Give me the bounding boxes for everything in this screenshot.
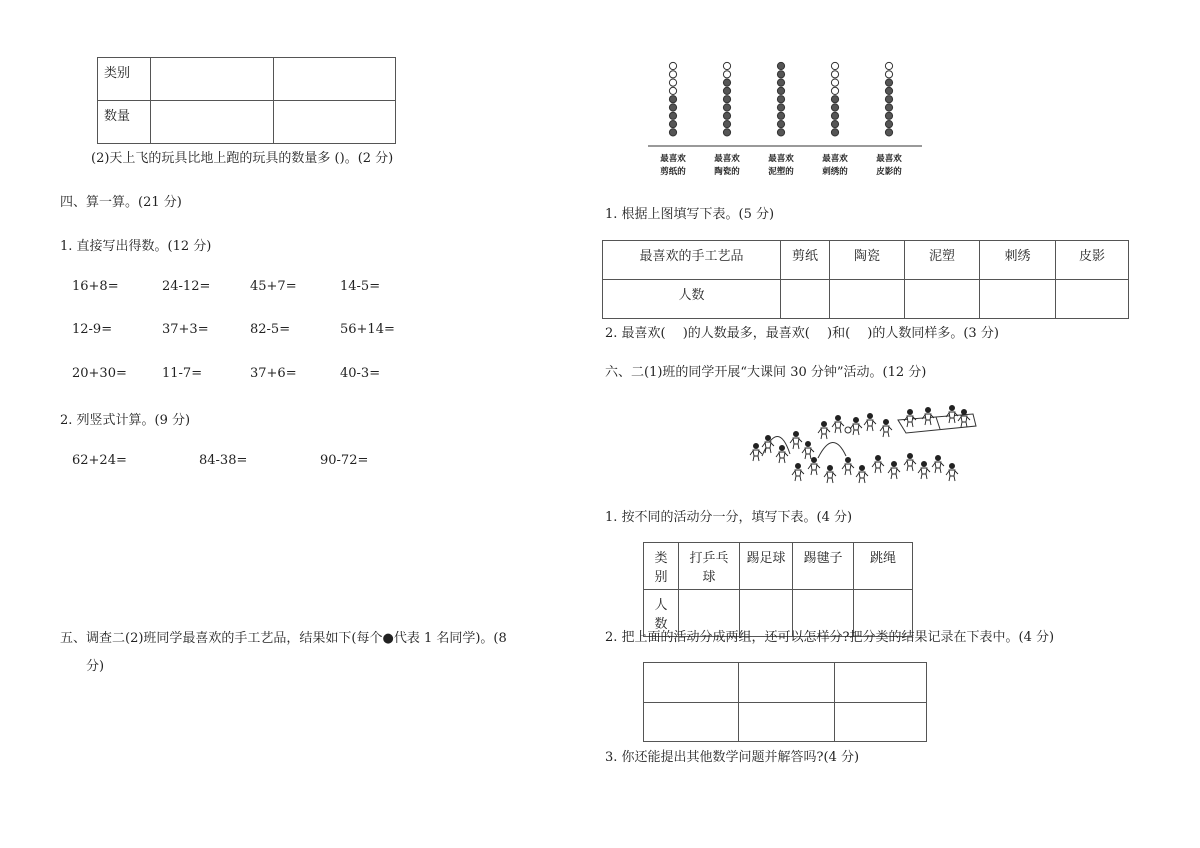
student-dot-filled (777, 71, 784, 78)
pictograph-label-line2: 剪纸的 (660, 167, 686, 177)
child-figure (808, 457, 820, 475)
quantity-label: 数量 (98, 101, 151, 144)
student-dot-filled (885, 96, 892, 103)
child-figure (904, 453, 916, 471)
student-dot-filled (777, 96, 784, 103)
child-figure (792, 463, 804, 481)
pictograph-label-line1: 最喜欢 (714, 154, 740, 164)
pictograph-label-line2: 泥塑的 (768, 167, 794, 177)
section-6-title: 六、二(1)班的同学开展“大课间 30 分钟”活动。(12 分) (605, 365, 927, 380)
student-dot-empty (669, 87, 676, 94)
student-dot-filled (885, 79, 892, 86)
student-dot-filled (669, 104, 676, 111)
student-dot-empty (723, 71, 730, 78)
child-figure (776, 445, 788, 463)
child-figure (888, 461, 900, 479)
child-figure (864, 413, 876, 431)
craft-count-cell[interactable] (781, 280, 830, 319)
vertical-item: 84-38= (199, 453, 248, 468)
section-4-title: 四、算一算。(21 分) (60, 195, 182, 210)
student-dot-filled (831, 121, 838, 128)
craft-count-table (602, 240, 1129, 319)
vertical-item: 90-72= (320, 453, 369, 468)
craft-header: 陶瓷 (830, 241, 905, 280)
student-dot-filled (777, 79, 784, 86)
student-dot-filled (885, 121, 892, 128)
craft-pictograph (640, 58, 930, 183)
child-figure (856, 465, 868, 483)
student-dot-filled (885, 104, 892, 111)
student-dot-empty (669, 79, 676, 86)
child-figure (750, 443, 762, 461)
student-dot-empty (669, 62, 676, 69)
activity-illustration (738, 398, 978, 488)
child-figure (946, 463, 958, 481)
question-6-3: 3. 你还能提出其他数学问题并解答吗?(4 分) (605, 750, 860, 765)
child-figure (824, 465, 836, 483)
category-label: 类别 (98, 58, 151, 101)
student-dot-filled (723, 104, 730, 111)
student-dot-filled (723, 121, 730, 128)
pictograph-label-line1: 最喜欢 (876, 154, 902, 164)
student-dot-filled (777, 129, 784, 136)
student-dot-filled (885, 129, 892, 136)
student-dot-empty (831, 62, 838, 69)
craft-header: 最喜欢的手工艺品 (603, 241, 781, 280)
student-dot-filled (669, 96, 676, 103)
student-dot-filled (723, 96, 730, 103)
child-figure (832, 415, 844, 433)
category-cell-1[interactable] (151, 58, 274, 101)
student-dot-filled (777, 87, 784, 94)
mental-item: 14-5= (340, 279, 381, 294)
mental-item: 37+3= (162, 322, 209, 337)
pictograph-label-line1: 最喜欢 (768, 154, 794, 164)
quantity-cell-2[interactable] (274, 101, 396, 144)
grouping-cell[interactable] (739, 703, 835, 742)
grouping-cell[interactable] (835, 703, 927, 742)
grouping-cell[interactable] (644, 703, 739, 742)
activity-header: 类别 (644, 543, 679, 590)
pictograph-label-line2: 刺绣的 (822, 167, 848, 177)
category-quantity-table (97, 57, 396, 144)
student-dot-empty (723, 62, 730, 69)
student-dot-filled (831, 104, 838, 111)
student-dot-empty (885, 62, 892, 69)
section-5-title-cont: 分) (86, 659, 105, 674)
mental-item: 37+6= (250, 366, 297, 381)
quantity-cell-1[interactable] (151, 101, 274, 144)
student-dot-filled (831, 96, 838, 103)
craft-header: 刺绣 (980, 241, 1056, 280)
craft-header: 剪纸 (781, 241, 830, 280)
craft-count-cell[interactable] (905, 280, 980, 319)
category-cell-2[interactable] (274, 58, 396, 101)
student-dot-filled (831, 129, 838, 136)
question-5-2: 2. 最喜欢( )的人数最多，最喜欢( )和( )的人数同样多。(3 分) (605, 326, 999, 341)
student-dot-empty (831, 79, 838, 86)
question-6-1: 1. 按不同的活动分一分，填写下表。(4 分) (605, 510, 853, 525)
activity-row-label: 人数 (644, 590, 679, 637)
grouping-cell[interactable] (835, 663, 927, 703)
craft-count-cell[interactable] (830, 280, 905, 319)
student-dot-empty (885, 71, 892, 78)
question-4-1: 1. 直接写出得数。(12 分) (60, 239, 212, 254)
mental-item: 20+30= (72, 366, 127, 381)
pictograph-label-line1: 最喜欢 (660, 154, 686, 164)
child-figure (932, 455, 944, 473)
student-dot-filled (777, 121, 784, 128)
craft-count-cell[interactable] (980, 280, 1056, 319)
student-dot-filled (885, 87, 892, 94)
pictograph-label-line2: 陶瓷的 (714, 167, 740, 177)
question-4-2: 2. 列竖式计算。(9 分) (60, 413, 191, 428)
question-flying-vs-running: (2)天上飞的玩具比地上跑的玩具的数量多 ()。(2 分) (91, 151, 394, 166)
child-figure (880, 419, 892, 437)
student-dot-empty (831, 71, 838, 78)
student-dot-filled (723, 112, 730, 119)
mental-item: 11-7= (162, 366, 203, 381)
child-figure (802, 441, 814, 459)
craft-row-label: 人数 (603, 280, 781, 319)
activity-header: 跳绳 (854, 543, 913, 590)
child-figure (850, 417, 862, 435)
mental-item: 24-12= (162, 279, 211, 294)
child-figure (762, 435, 774, 453)
question-6-2: 2. 把上面的活动分成两组，还可以怎样分?把分类的结果记录在下表中。(4 分) (605, 630, 1055, 645)
student-dot-filled (885, 112, 892, 119)
mental-item: 56+14= (340, 322, 395, 337)
student-dot-filled (669, 129, 676, 136)
student-dot-filled (669, 112, 676, 119)
activity-count-table (643, 542, 913, 637)
mental-item: 45+7= (250, 279, 297, 294)
craft-count-cell[interactable] (1056, 280, 1129, 319)
question-5-1: 1. 根据上图填写下表。(5 分) (605, 207, 775, 222)
student-dot-empty (831, 87, 838, 94)
activity-header: 打乒乓球 (679, 543, 740, 590)
vertical-item: 62+24= (72, 453, 127, 468)
student-dot-filled (831, 112, 838, 119)
grouping-table (643, 662, 927, 742)
craft-header: 泥塑 (905, 241, 980, 280)
pictograph-label-line1: 最喜欢 (822, 154, 848, 164)
child-figure (818, 421, 830, 439)
grouping-cell[interactable] (644, 663, 739, 703)
student-dot-filled (777, 62, 784, 69)
craft-header: 皮影 (1056, 241, 1129, 280)
child-figure (842, 457, 854, 475)
grouping-cell[interactable] (739, 663, 835, 703)
mental-item: 82-5= (250, 322, 291, 337)
section-5-title: 五、调查二(2)班同学最喜欢的手工艺品，结果如下(每个●代表 1 名同学)。(8 (60, 631, 507, 646)
student-dot-filled (777, 104, 784, 111)
student-dot-filled (777, 112, 784, 119)
student-dot-filled (723, 87, 730, 94)
mental-item: 16+8= (72, 279, 119, 294)
student-dot-empty (669, 71, 676, 78)
activity-header: 踢毽子 (793, 543, 854, 590)
child-figure (872, 455, 884, 473)
child-figure (790, 431, 802, 449)
activity-header: 踢足球 (740, 543, 793, 590)
child-figure (918, 461, 930, 479)
student-dot-filled (723, 129, 730, 136)
pictograph-label-line2: 皮影的 (876, 167, 902, 177)
mental-item: 40-3= (340, 366, 381, 381)
student-dot-filled (723, 79, 730, 86)
student-dot-filled (669, 121, 676, 128)
mental-item: 12-9= (72, 322, 113, 337)
